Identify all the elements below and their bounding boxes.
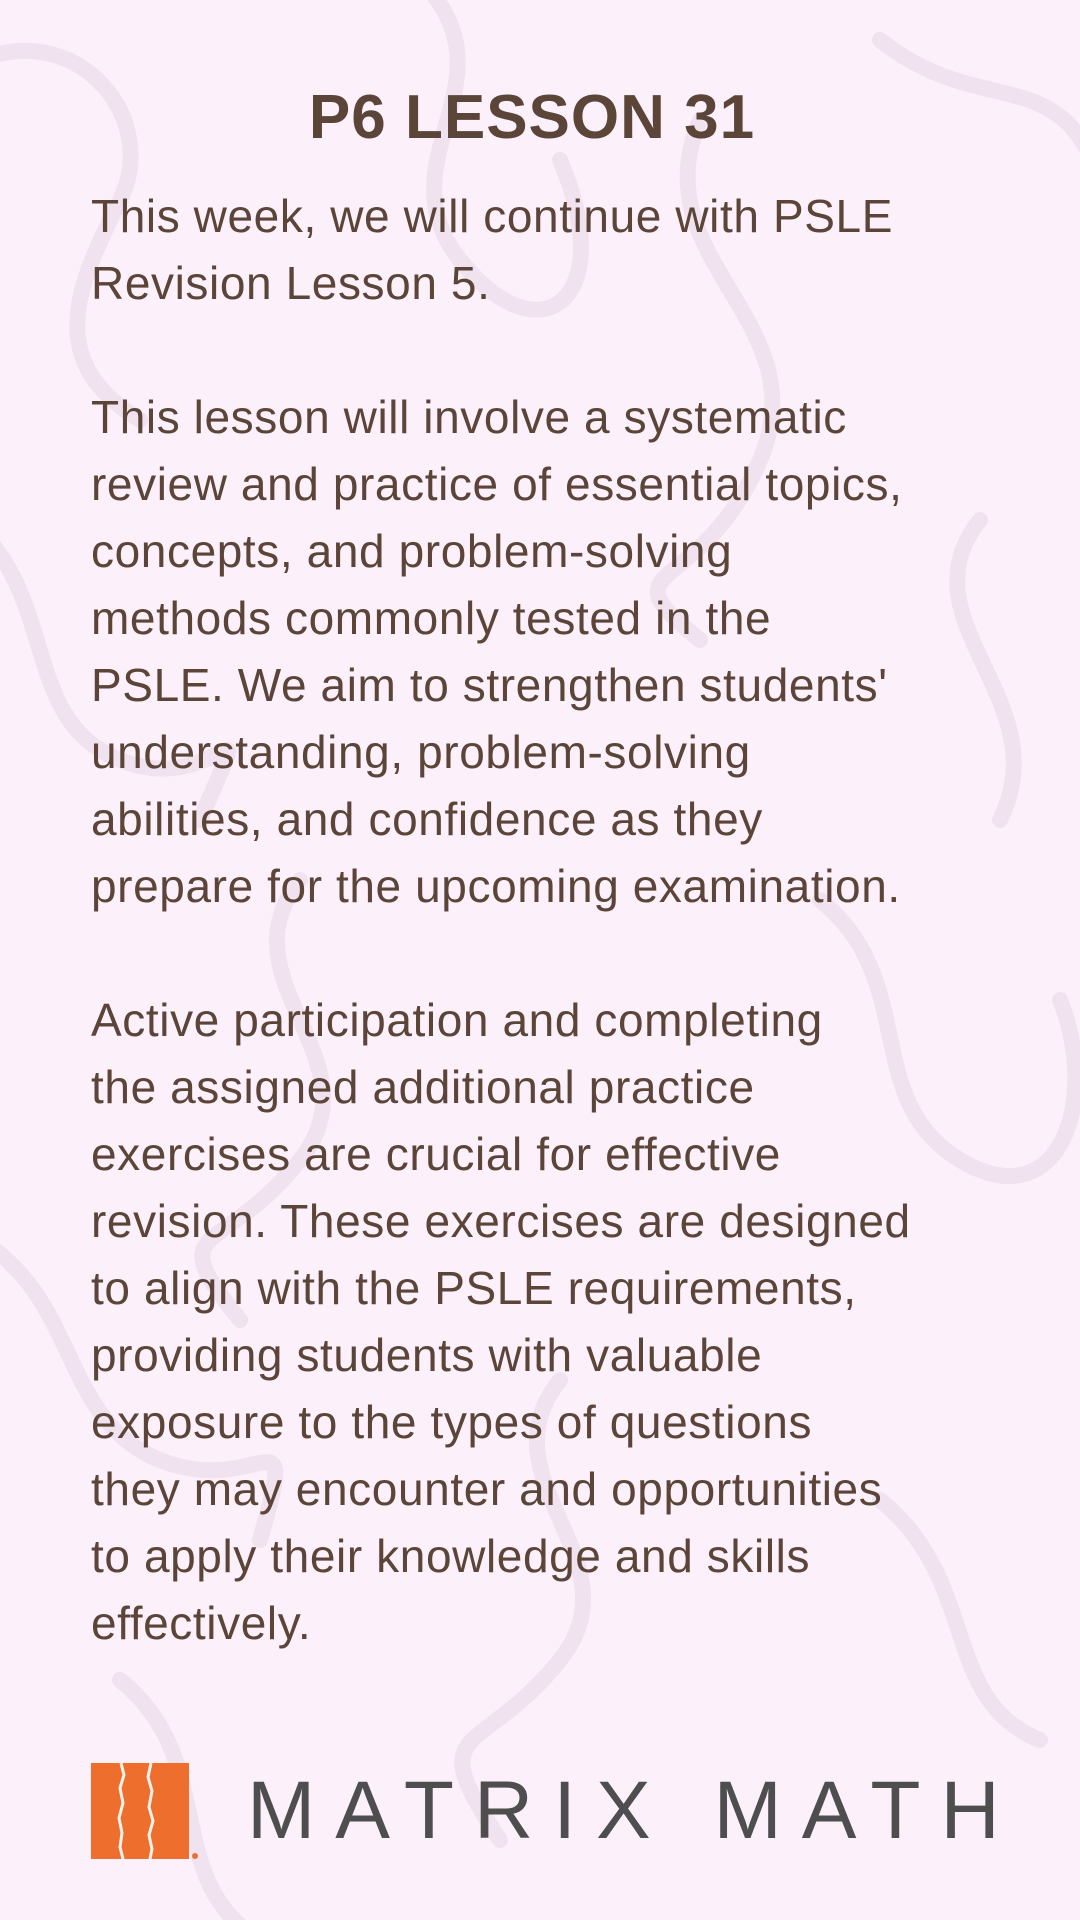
logo-wordmark: MATRIX MATH — [247, 1765, 1020, 1856]
paragraph-practice: Active participation and completing the assigned additional practice exercises are crucial for effective revision. These exercises are designed to align with the PSLE requirements, providing students with valuable exposure to the types of questions they may encounter and opportunities to apply their knowledge and skills effectively. — [91, 994, 911, 1649]
paragraph-intro: This week, we will continue with PSLE Revision Lesson 5. — [91, 190, 893, 309]
matrix-math-logo — [91, 1763, 1020, 1859]
paragraph-lesson-details: This lesson will involve a systematic review and practice of essential topics, concepts, and problem-solving methods commonly tested in the PSLE. We aim to strengthen students' understanding, problem-solving abilities, and confidence as they prepare for the upcoming examination. — [91, 391, 903, 912]
page-title: P6 LESSON 31 — [308, 83, 756, 152]
matrix-math-logo-icon — [91, 1763, 199, 1861]
lesson-description — [91, 183, 1051, 1724]
